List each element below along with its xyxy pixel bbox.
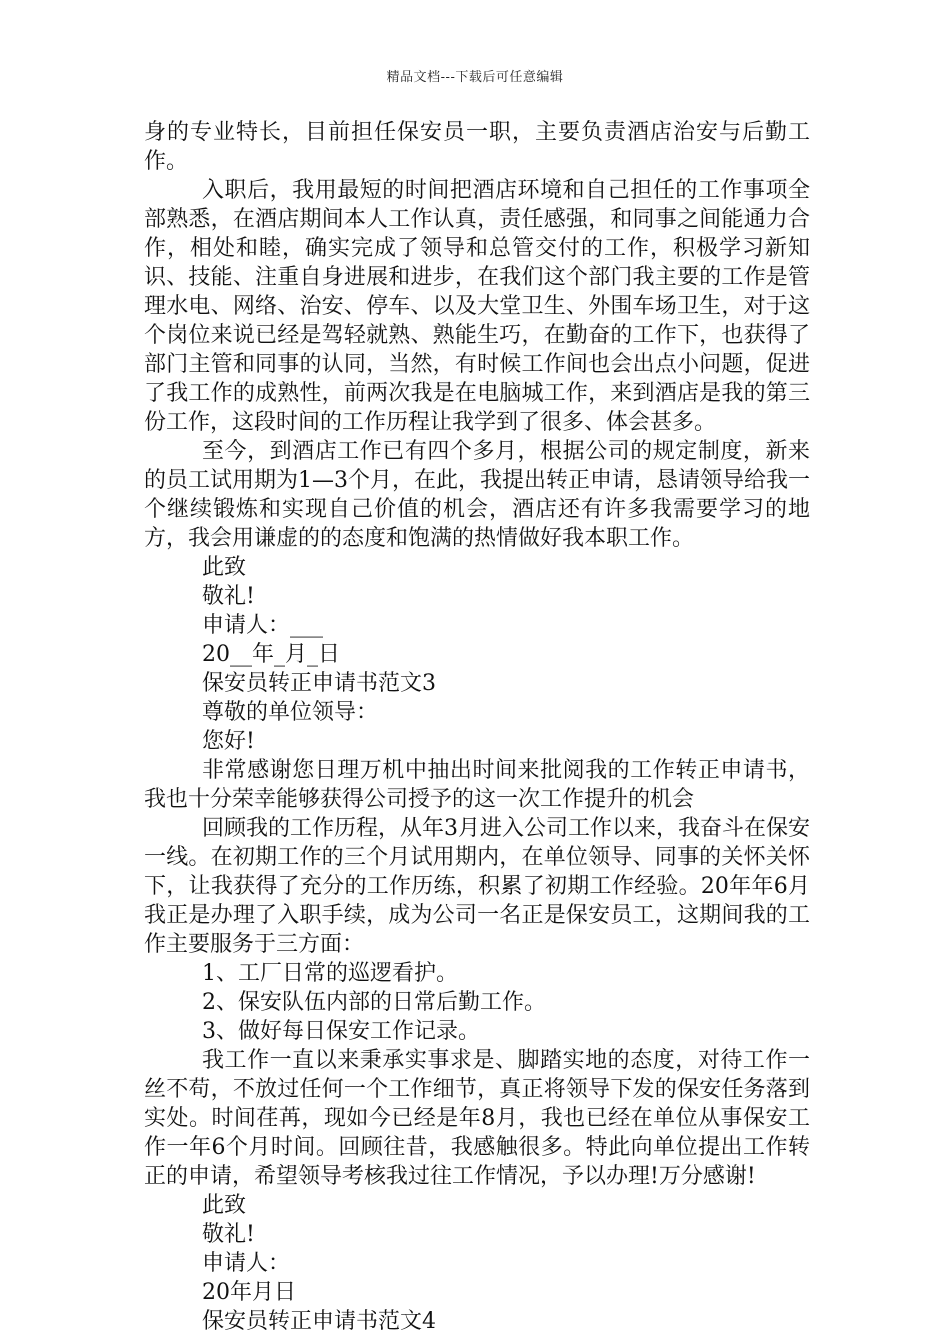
paragraph: 20__年_月_日 [202, 642, 340, 667]
paragraph: 3、做好每日保安工作记录。 [202, 1019, 480, 1044]
document-body [144, 118, 810, 1336]
paragraph: 至今，到酒店工作已有四个多月，根据公司的规定制度，新来的员工试用期为1—3个月，在此，我提出转正申请，恳请领导给我一个继续锻炼和实现自己价值的机会，酒店还有许多我需要学习的地方，我会用谦虚的的态度和饱满的热情做好我本职工作。 [144, 439, 810, 551]
paragraph: 申请人：___ [202, 613, 324, 638]
page-header: 精品文档---下载后可任意编辑 [386, 70, 564, 85]
paragraph: 敬礼! [202, 584, 255, 609]
paragraph: 此致 [202, 555, 247, 580]
paragraph: 敬礼! [202, 1222, 255, 1247]
paragraph: 申请人： [202, 1251, 291, 1276]
paragraph: 保安员转正申请书范文3 [202, 671, 436, 696]
paragraph: 我工作一直以来秉承实事求是、脚踏实地的态度，对待工作一丝不苟，不放过任何一个工作细节，真正将领导下发的保安任务落到实处。时间荏苒，现如今已经是年8月，我也已经在单位从事保安工作一年6个月时间。回顾往昔，我感触很多。特此向单位提出工作转正的申请，希望领导考核我过往工作情况，予以办理!万分感谢! [144, 1048, 810, 1189]
paragraph: 20年月日 [202, 1280, 296, 1305]
paragraph: 尊敬的单位领导： [202, 700, 379, 725]
paragraph: 1、工厂日常的巡逻看护。 [202, 961, 458, 986]
paragraph: 身的专业特长，目前担任保安员一职，主要负责酒店治安与后勤工作。 [144, 120, 810, 174]
paragraph: 非常感谢您日理万机中抽出时间来批阅我的工作转正申请书，我也十分荣幸能够获得公司授予的这一次工作提升的机会 [144, 758, 810, 812]
paragraph: 回顾我的工作历程，从年3月进入公司工作以来，我奋斗在保安一线。在初期工作的三个月试用期内，在单位领导、同事的关怀关怀下，让我获得了充分的工作历练，积累了初期工作经验。20年年6月我正是办理了入职手续，成为公司一名正是保安员工，这期间我的工作主要服务于三方面： [144, 816, 810, 957]
paragraph: 2、保安队伍内部的日常后勤工作。 [202, 990, 546, 1015]
paragraph: 此致 [202, 1193, 247, 1218]
paragraph: 您好! [202, 729, 255, 754]
paragraph: 保安员转正申请书范文4 [202, 1309, 436, 1334]
paragraph: 入职后，我用最短的时间把酒店环境和自己担任的工作事项全部熟悉，在酒店期间本人工作认真，责任感强，和同事之间能通力合作，相处和睦，确实完成了领导和总管交付的工作，积极学习新知识、技能、注重自身进展和进步，在我们这个部门我主要的工作是管理水电、网络、治安、停车、以及大堂卫生、外围车场卫生，对于这个岗位来说已经是驾轻就熟、熟能生巧，在勤奋的工作下，也获得了部门主管和同事的认同，当然，有时候工作间也会出点小问题，促进了我工作的成熟性，前两次我是在电脑城工作，来到酒店是我的第三份工作，这段时间的工作历程让我学到了很多、体会甚多。 [144, 178, 810, 435]
